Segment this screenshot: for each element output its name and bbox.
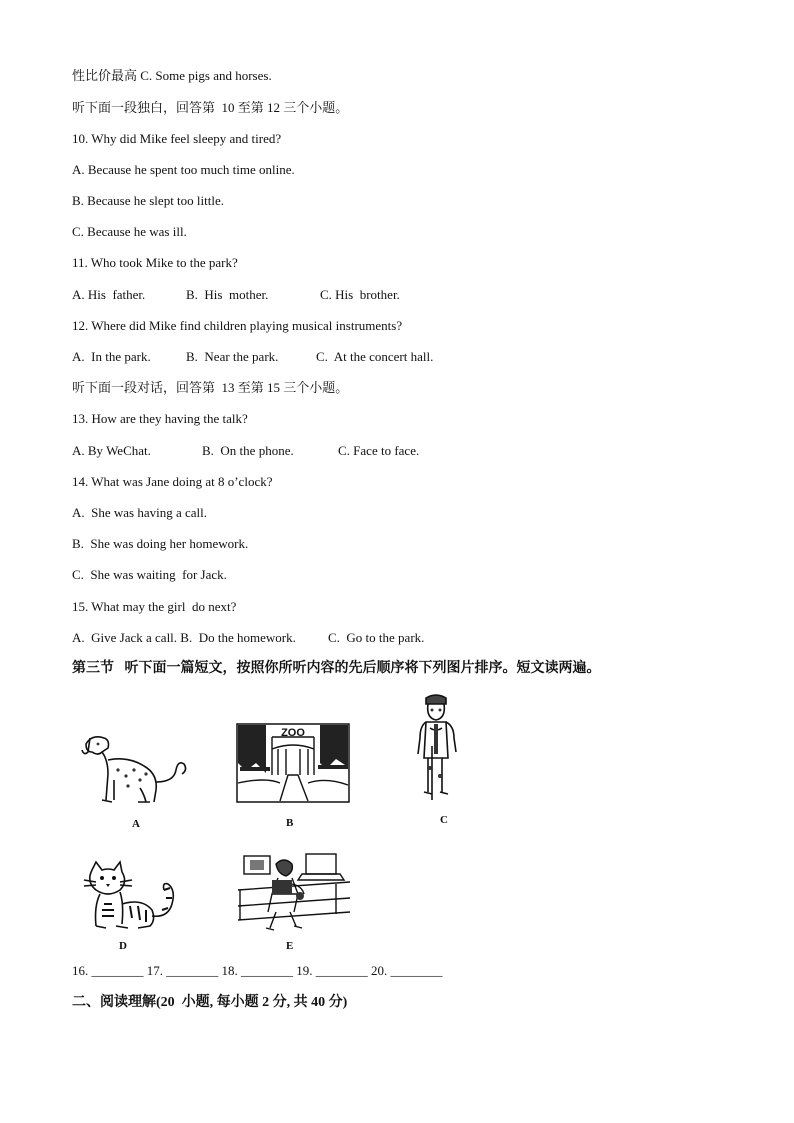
boy-at-computer-picture bbox=[236, 850, 352, 932]
text-line: 性比价最高 C. Some pigs and horses. bbox=[72, 68, 272, 83]
part-2-heading: 二、阅读理解(20 小题, 每小题 2 分, 共 40 分) bbox=[72, 995, 348, 1010]
section-instruction: 听下面一段独白，回答第 10 至第 12 三个小题。 bbox=[72, 100, 349, 115]
section-3-heading: 第三节 听下面一篇短文，按照你所听内容的先后顺序将下列图片排序。短文读两遍。 bbox=[72, 661, 601, 676]
question-11-option-c: C. His brother. bbox=[320, 287, 400, 302]
question-11: 11. Who took Mike to the park? bbox=[72, 255, 238, 270]
question-12-option-b: B. Near the park. bbox=[186, 349, 279, 364]
picture-label-c: C bbox=[440, 814, 448, 826]
question-13-option-c: C. Face to face. bbox=[338, 443, 420, 458]
question-14-option-a: A. She was having a call. bbox=[72, 505, 208, 520]
question-14: 14. What was Jane doing at 8 o’clock? bbox=[72, 474, 273, 489]
cat-picture bbox=[80, 860, 184, 932]
question-13-option-a: A. By WeChat. bbox=[72, 443, 151, 458]
zoo-gate-picture bbox=[236, 723, 350, 803]
section-instruction: 听下面一段对话，回答第 13 至第 15 三个小题。 bbox=[72, 380, 349, 395]
answer-blanks: 16. ________ 17. ________ 18. ________ 19. ________ 20. ________ bbox=[72, 963, 443, 978]
question-13: 13. How are they having the talk? bbox=[72, 411, 248, 426]
question-15-options-a-b: A. Give Jack a call. B. Do the homework. bbox=[72, 630, 296, 645]
question-15-option-c: C. Go to the park. bbox=[328, 630, 425, 645]
question-13-option-b: B. On the phone. bbox=[202, 443, 294, 458]
question-10-option-c: C. Because he was ill. bbox=[72, 224, 187, 239]
question-14-option-c: C. She was waiting for Jack. bbox=[72, 567, 227, 582]
question-10: 10. Why did Mike feel sleepy and tired? bbox=[72, 131, 282, 146]
question-12-option-c: C. At the concert hall. bbox=[316, 349, 434, 364]
old-man-picture bbox=[412, 692, 462, 800]
picture-label-b: B bbox=[286, 817, 294, 829]
question-11-option-b: B. His mother. bbox=[186, 287, 269, 302]
question-10-option-b: B. Because he slept too little. bbox=[72, 193, 224, 208]
dog-picture bbox=[78, 730, 196, 806]
picture-label-d: D bbox=[119, 940, 127, 952]
zoo-sign-text: ZOO bbox=[281, 727, 305, 739]
question-11-option-a: A. His father. bbox=[72, 287, 146, 302]
picture-label-a: A bbox=[132, 818, 140, 830]
question-14-option-b: B. She was doing her homework. bbox=[72, 536, 249, 551]
question-15: 15. What may the girl do next? bbox=[72, 599, 237, 614]
question-12-option-a: A. In the park. bbox=[72, 349, 151, 364]
question-12: 12. Where did Mike find children playing musical instruments? bbox=[72, 318, 403, 333]
picture-label-e: E bbox=[286, 940, 294, 952]
question-10-option-a: A. Because he spent too much time online. bbox=[72, 162, 295, 177]
